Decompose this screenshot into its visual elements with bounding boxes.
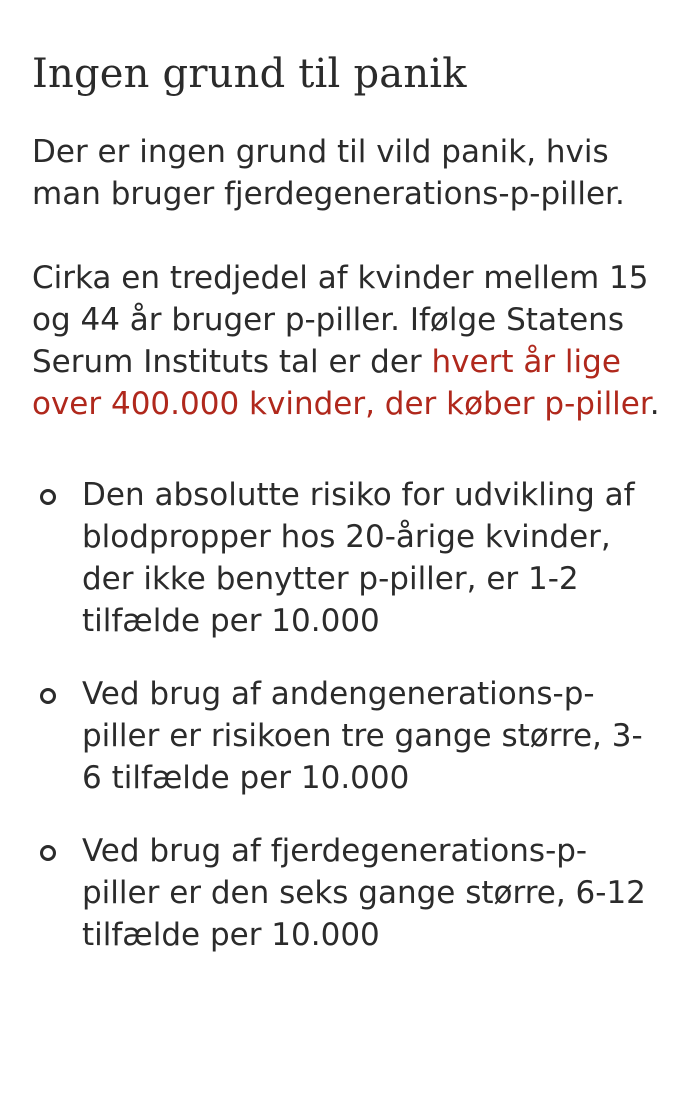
intro-paragraph: Der er ingen grund til vild panik, hvis man bruger fjerdegenerations-p-piller. (32, 134, 625, 212)
list-item-text: Den absolutte risiko for udvikling af blodpropper hos 20-årige kvinder, der ikke benytter p-piller, er 1-2 tilfælde per 10.000 (82, 477, 635, 639)
circle-bullet-icon (40, 489, 56, 505)
statistics-source-link[interactable]: hvert år lige over 400.000 kvinder, der køber p-piller (32, 344, 650, 422)
list-item (32, 474, 662, 642)
statistics-text-end: . (649, 386, 660, 422)
list-item (32, 830, 662, 956)
list-item-text: Ved brug af andengenerations-p-piller er risikoen tre gange større, 3-6 tilfælde per 10.000 (82, 676, 643, 796)
section-heading: Ingen grund til panik (32, 51, 467, 97)
list-item (32, 673, 662, 799)
circle-bullet-icon (40, 688, 56, 704)
statistics-paragraph (32, 257, 672, 425)
risk-list (32, 474, 670, 956)
list-item-text: Ved brug af fjerdegenerations-p-piller er den seks gange større, 6-12 tilfælde per 10.000 (82, 833, 646, 953)
circle-bullet-icon (40, 845, 56, 861)
statistics-text: Cirka en tredjedel af kvinder mellem 15 og 44 år bruger p-piller. Ifølge Statens Serum Instituts tal er der (32, 260, 649, 380)
